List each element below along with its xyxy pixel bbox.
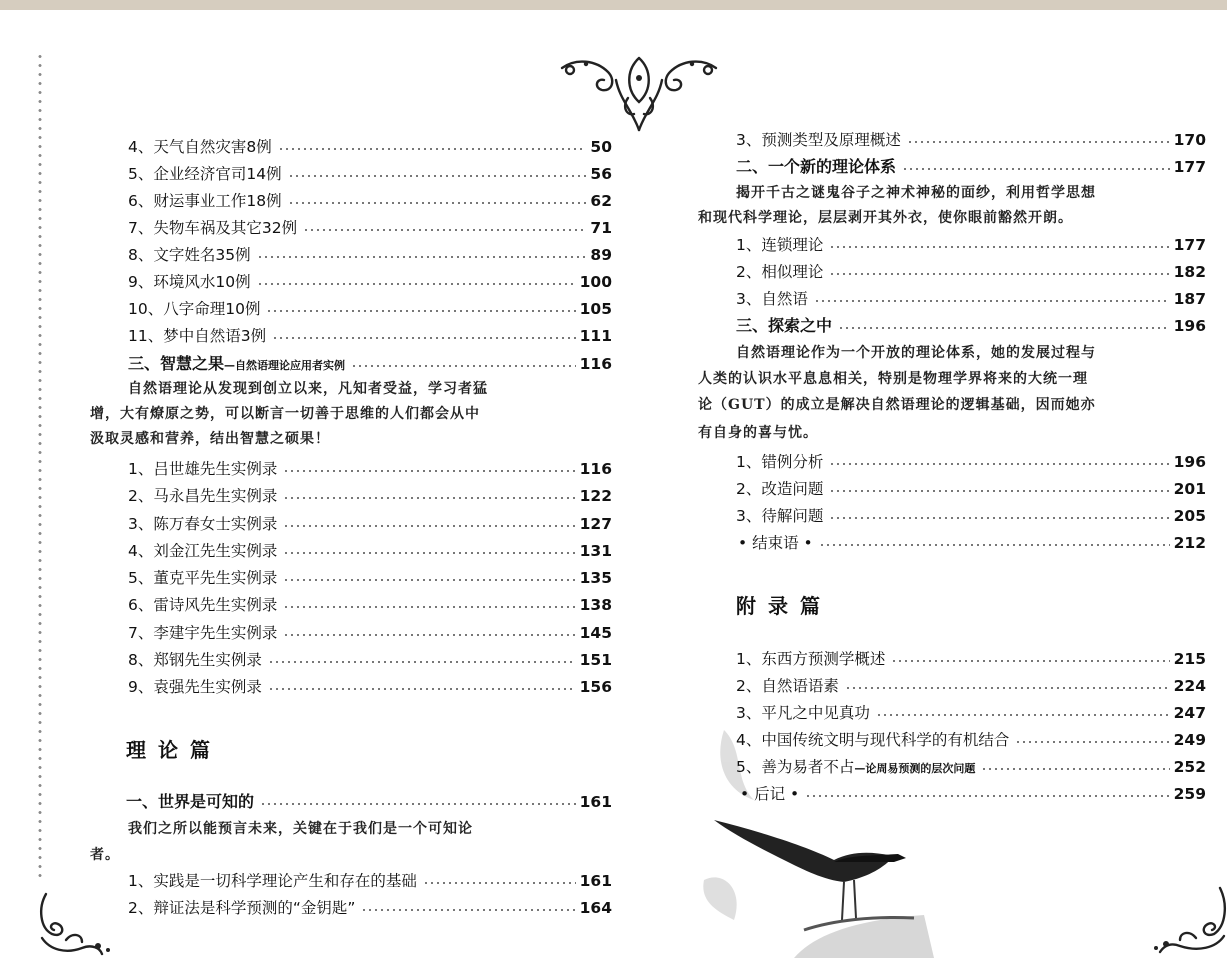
flourish-ornament-bottom-right	[1150, 884, 1227, 958]
section-description: 论（GUT）的成立是解决自然语理论的逻辑基础，因而她亦	[698, 397, 1096, 413]
toc-page-number: 122	[579, 487, 612, 505]
toc-page-number: 196	[1173, 453, 1206, 471]
leader-dots	[891, 660, 1169, 662]
leader-dots	[902, 168, 1170, 170]
toc-section-label: 二、一个新的理论体系	[736, 157, 897, 176]
toc-page-number: 138	[579, 596, 612, 614]
toc-entry-label: 9、环境风水10例	[128, 273, 251, 291]
toc-page-number: 212	[1173, 534, 1206, 552]
toc-entry-label: 9、袁强先生实例录	[128, 678, 262, 696]
leader-dots	[268, 661, 576, 663]
leader-dots	[819, 544, 1170, 546]
toc-section-label: 三、探索之中	[736, 316, 833, 335]
toc-page-number: 71	[590, 219, 612, 237]
page-top-edge	[0, 0, 1227, 10]
leader-dots	[829, 490, 1169, 492]
toc-entry-label: 2、自然语语素	[736, 677, 839, 695]
toc-page-number: 145	[579, 624, 612, 642]
toc-entry[interactable]	[128, 870, 612, 892]
leader-dots	[1015, 741, 1169, 743]
toc-page-number: 50	[590, 138, 612, 156]
toc-entry-label: 3、待解问题	[736, 507, 824, 525]
section-description: 人类的认识水平息息相关，特别是物理学界将来的大统一理	[698, 371, 1088, 387]
leader-dots	[829, 246, 1169, 248]
entry-title: 5、善为易者不占	[736, 758, 855, 776]
toc-entry-label: 1、吕世雄先生实例录	[128, 460, 278, 478]
toc-entry-label: 1、连锁理论	[736, 236, 824, 254]
toc-page-number: 156	[579, 678, 612, 696]
section-description: 揭开千古之谜鬼谷子之神术神秘的面纱，利用哲学思想	[736, 185, 1096, 201]
leader-dots	[351, 365, 576, 367]
toc-entry[interactable]	[128, 567, 612, 589]
flourish-ornament-bottom-left	[36, 888, 126, 958]
toc-entry[interactable]	[736, 288, 1206, 310]
toc-entry[interactable]	[128, 485, 612, 507]
toc-entry[interactable]	[736, 675, 1206, 697]
leader-dots	[283, 497, 575, 499]
toc-entry[interactable]	[736, 261, 1206, 283]
toc-entry-label: 6、雷诗风先生实例录	[128, 596, 278, 614]
toc-entry-label: • 后记 •	[740, 785, 800, 803]
toc-page-number: 187	[1173, 290, 1206, 308]
toc-entry-label: 3、自然语	[736, 290, 808, 308]
toc-page-number: 224	[1173, 677, 1206, 695]
toc-entry[interactable]	[740, 783, 1206, 805]
toc-page-number: 177	[1173, 158, 1206, 176]
leader-dots	[829, 517, 1169, 519]
toc-page-number: 177	[1173, 236, 1206, 254]
toc-entry[interactable]	[128, 594, 612, 616]
section-description: 自然语理论从发现到创立以来，凡知者受益，学习者猛	[128, 381, 488, 397]
leader-dots	[288, 202, 587, 204]
toc-entry[interactable]	[128, 622, 612, 644]
entry-subtitle: —论周易预测的层次问题	[854, 762, 976, 775]
toc-section-heading[interactable]	[736, 156, 1206, 178]
leader-dots	[805, 795, 1170, 797]
toc-entry[interactable]	[736, 505, 1206, 527]
binding-dot-border	[38, 52, 42, 882]
leader-dots	[283, 634, 575, 636]
toc-page-number: 201	[1173, 480, 1206, 498]
toc-entry-label: 4、中国传统文明与现代科学的有机结合	[736, 731, 1010, 749]
toc-entry[interactable]	[736, 451, 1206, 473]
leader-dots	[829, 273, 1169, 275]
toc-section-label: 一、世界是可知的	[126, 792, 255, 811]
toc-page-number: 196	[1173, 317, 1206, 335]
toc-entry[interactable]	[128, 217, 612, 239]
toc-entry[interactable]	[128, 298, 612, 320]
toc-entry[interactable]	[128, 136, 612, 158]
leader-dots	[303, 229, 586, 231]
leader-dots	[814, 300, 1170, 302]
part-title: 理论篇	[126, 738, 222, 762]
toc-entry[interactable]	[736, 478, 1206, 500]
toc-entry-label: 6、财运事业工作18例	[128, 192, 282, 210]
toc-page-number: 151	[579, 651, 612, 669]
toc-page-number: 111	[579, 327, 612, 345]
part-title: 附录篇	[736, 594, 832, 618]
toc-entry[interactable]	[128, 190, 612, 212]
toc-entry-label: 1、东西方预测学概述	[736, 650, 886, 668]
toc-page-number: 135	[579, 569, 612, 587]
toc-page-number: 131	[579, 542, 612, 560]
leader-dots	[283, 552, 575, 554]
leader-dots	[268, 688, 576, 690]
leader-dots	[845, 687, 1170, 689]
toc-page-number: 116	[579, 355, 612, 373]
toc-entry-label: 2、相似理论	[736, 263, 824, 281]
toc-page-number: 164	[579, 899, 612, 917]
toc-entry[interactable]	[128, 163, 612, 185]
section-description: 增，大有燎原之势，可以断言一切善于思维的人们都会从中	[90, 406, 480, 422]
leader-dots	[361, 909, 575, 911]
toc-entry-label: 3、陈万春女士实例录	[128, 515, 278, 533]
toc-entry-label: 8、文字姓名35例	[128, 246, 251, 264]
flourish-ornament-top	[556, 50, 722, 136]
toc-entry[interactable]	[736, 756, 1206, 778]
toc-entry[interactable]	[736, 702, 1206, 724]
toc-entry[interactable]	[128, 458, 612, 480]
toc-entry[interactable]	[128, 325, 612, 347]
toc-section-label	[128, 353, 351, 377]
toc-entry[interactable]	[736, 234, 1206, 256]
toc-section-heading[interactable]	[736, 315, 1206, 337]
toc-entry-label: 2、改造问题	[736, 480, 824, 498]
leader-dots	[257, 256, 587, 258]
toc-page-number: 62	[590, 192, 612, 210]
toc-entry-label: 11、梦中自然语3例	[128, 327, 267, 345]
leader-dots	[266, 310, 575, 312]
toc-entry[interactable]	[128, 676, 612, 698]
toc-entry-label: 2、辩证法是科学预测的“金钥匙”	[128, 899, 356, 917]
toc-page-number: 247	[1173, 704, 1206, 722]
section-description: 汲取灵感和营养，结出智慧之硕果！	[90, 431, 330, 447]
leader-dots	[907, 141, 1170, 143]
toc-page-number: 170	[1173, 131, 1206, 149]
toc-section-heading[interactable]	[126, 791, 612, 813]
toc-entry-label: 7、李建宇先生实例录	[128, 624, 278, 642]
leader-dots	[829, 463, 1169, 465]
section-description: 者。	[90, 847, 120, 863]
leader-dots	[981, 768, 1169, 770]
toc-entry[interactable]	[128, 513, 612, 535]
toc-page-number: 56	[590, 165, 612, 183]
leader-dots	[257, 283, 576, 285]
leader-dots	[283, 470, 575, 472]
toc-entry-label: 8、郑钢先生实例录	[128, 651, 262, 669]
toc-entry[interactable]	[128, 271, 612, 293]
leader-dots	[283, 579, 575, 581]
section-description: 自然语理论作为一个开放的理论体系，她的发展过程与	[736, 345, 1096, 361]
toc-entry-label: 1、实践是一切科学理论产生和存在的基础	[128, 872, 417, 890]
leader-dots	[838, 327, 1170, 329]
toc-entry-label: 3、平凡之中见真功	[736, 704, 870, 722]
leader-dots	[272, 337, 576, 339]
toc-page-number: 182	[1173, 263, 1206, 281]
toc-entry[interactable]	[128, 244, 612, 266]
toc-page-number: 161	[579, 793, 612, 811]
toc-page-number: 105	[579, 300, 612, 318]
leader-dots	[876, 714, 1170, 716]
toc-page-number: 215	[1173, 650, 1206, 668]
leader-dots	[423, 882, 576, 884]
toc-entry[interactable]	[736, 648, 1206, 670]
toc-entry[interactable]	[128, 897, 612, 919]
toc-page-number: 100	[579, 273, 612, 291]
leader-dots	[260, 803, 576, 805]
toc-entry-label: 3、预测类型及原理概述	[736, 131, 901, 149]
toc-page-number: 249	[1173, 731, 1206, 749]
toc-entry-label: 4、天气自然灾害8例	[128, 138, 272, 156]
section-description: 有自身的喜与忧。	[698, 425, 818, 441]
leader-dots	[283, 606, 575, 608]
toc-section-heading[interactable]	[128, 353, 612, 375]
toc-page-number: 127	[579, 515, 612, 533]
leader-dots	[278, 148, 587, 150]
toc-entry-label: • 结束语 •	[738, 534, 813, 552]
toc-entry-label: 4、刘金江先生实例录	[128, 542, 278, 560]
toc-entry-label: 5、企业经济官司14例	[128, 165, 282, 183]
toc-entry-label: 2、马永昌先生实例录	[128, 487, 278, 505]
toc-entry[interactable]	[738, 532, 1206, 554]
section-description: 我们之所以能预言未来，关键在于我们是一个可知论	[128, 821, 473, 837]
leader-dots	[288, 175, 587, 177]
toc-entry-label: 7、失物车祸及其它32例	[128, 219, 298, 237]
toc-entry[interactable]	[128, 649, 612, 671]
section-title: 三、智慧之果	[128, 354, 225, 373]
toc-page-number: 252	[1173, 758, 1206, 776]
toc-page-number: 116	[579, 460, 612, 478]
section-subtitle: —自然语理论应用者实例	[224, 359, 346, 372]
toc-entry-label: 1、错例分析	[736, 453, 824, 471]
toc-page-number: 205	[1173, 507, 1206, 525]
toc-page-number: 259	[1173, 785, 1206, 803]
section-description: 和现代科学理论，层层剥开其外衣，使你眼前豁然开朗。	[698, 210, 1073, 226]
toc-page-number: 89	[590, 246, 612, 264]
toc-entry[interactable]	[128, 540, 612, 562]
toc-entry-label: 10、八字命理10例	[128, 300, 261, 318]
toc-entry-label	[736, 756, 981, 780]
toc-entry-label: 5、董克平先生实例录	[128, 569, 278, 587]
toc-page-number: 161	[579, 872, 612, 890]
leader-dots	[283, 525, 575, 527]
toc-entry[interactable]	[736, 729, 1206, 751]
toc-entry[interactable]	[736, 129, 1206, 151]
